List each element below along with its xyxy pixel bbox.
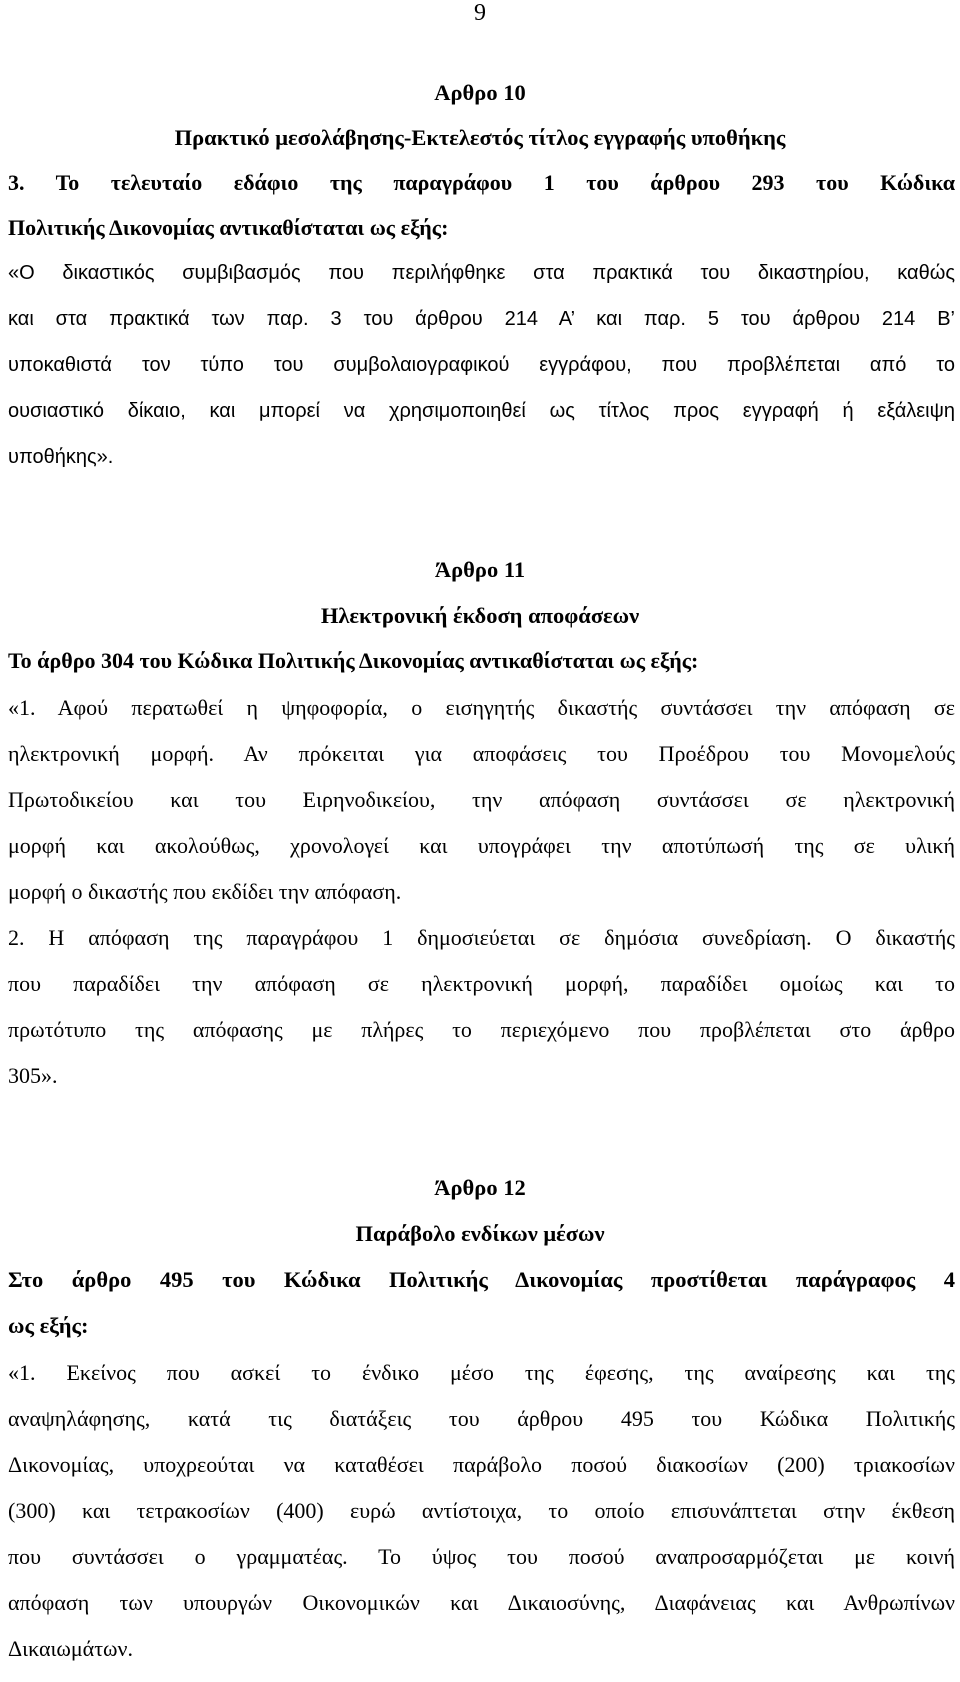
article-10-title: Πρακτικό μεσολάβησης-Εκτελεστός τίτλος εγγραφής υποθήκης (174, 125, 786, 150)
article-11-p1-line-3: Πρωτοδικείου και του Ειρηνοδικείου, την απόφαση συντάσσει σε ηλεκτρονική (8, 787, 955, 812)
article-11-p1-line-5: μορφή ο δικαστής που εκδίδει την απόφαση. (8, 879, 402, 904)
article-10-paragraph-line-3: υποκαθιστά τον τύπο του συμβολαιογραφικού εγγράφου, που προβλέπεται από το (8, 354, 955, 376)
article-12-paragraph-line-1: «1. Εκείνος που ασκεί το ένδικο μέσο της έφεσης, της αναίρεσης και της (8, 1360, 955, 1385)
article-12-paragraph-line-3: Δικονομίας, υποχρεούται να καταθέσει παράβολο ποσού διακοσίων (200) τριακοσίων (8, 1452, 955, 1477)
article-10-paragraph-line-5: υποθήκης». (8, 446, 114, 468)
article-10-heading: Αρθρο 10 (434, 80, 526, 105)
article-12-paragraph-line-7: Δικαιωμάτων. (8, 1636, 133, 1661)
article-11-p1-line-2: ηλεκτρονική μορφή. Αν πρόκειται για αποφάσεις του Προέδρου του Μονομελούς (8, 741, 955, 766)
article-12-intro-line-2: ως εξής: (8, 1313, 89, 1338)
article-12-paragraph-line-5: που συντάσσει ο γραμματέας. Το ύψος του ποσού αναπροσαρμόζεται με κοινή (8, 1544, 955, 1569)
article-10-paragraph-line-2: και στα πρακτικά των παρ. 3 του άρθρου 214 Α’ και παρ. 5 του άρθρου 214 Β’ (8, 308, 955, 330)
article-12-paragraph-line-2: αναψηλάφησης, κατά τις διατάξεις του άρθρου 495 του Κώδικα Πολιτικής (8, 1406, 955, 1431)
article-11-heading: Άρθρο 11 (434, 557, 526, 582)
article-11-p1-line-1: «1. Αφού περατωθεί η ψηφοφορία, ο εισηγητής δικαστής συντάσσει την απόφαση σε (8, 695, 955, 720)
article-12-paragraph-line-6: απόφαση των υπουργών Οικονομικών και Δικαιοσύνης, Διαφάνειας και Ανθρωπίνων (8, 1590, 955, 1615)
article-10-paragraph-line-4: ουσιαστικό δίκαιο, και μπορεί να χρησιμοποιηθεί ως τίτλος προς εγγραφή ή εξάλειψη (8, 400, 955, 422)
article-12-title: Παράβολο ενδίκων μέσων (355, 1221, 605, 1246)
article-11-p2-line-1: 2. Η απόφαση της παραγράφου 1 δημοσιεύεται σε δημόσια συνεδρίαση. Ο δικαστής (8, 925, 955, 950)
article-12-paragraph-line-4: (300) και τετρακοσίων (400) ευρώ αντίστοιχα, το οποίο επισυνάπτεται στην έκθεση (8, 1498, 955, 1523)
article-11-p2-line-2: που παραδίδει την απόφαση σε ηλεκτρονική μορφή, παραδίδει ομοίως και το (8, 971, 955, 996)
article-10-intro-line-2: Πολιτικής Δικονομίας αντικαθίσταται ως εξής: (8, 215, 449, 240)
article-10-intro-line-1: 3. Το τελευταίο εδάφιο της παραγράφου 1 του άρθρου 293 του Κώδικα (8, 170, 955, 195)
article-11-p2-line-4: 305». (8, 1063, 58, 1088)
article-11-p2-line-3: πρωτότυπο της απόφασης με πλήρες το περιεχόμενο που προβλέπεται στο άρθρο (8, 1017, 955, 1042)
article-11-title: Ηλεκτρονική έκδοση αποφάσεων (320, 603, 640, 628)
article-12-intro-line-1: Στο άρθρο 495 του Κώδικα Πολιτικής Δικονομίας προστίθεται παράγραφος 4 (8, 1267, 955, 1292)
article-11-intro: Το άρθρο 304 του Κώδικα Πολιτικής Δικονομίας αντικαθίσταται ως εξής: (8, 648, 699, 673)
article-11-p1-line-4: μορφή και ακολούθως, χρονολογεί και υπογράφει την αποτύπωσή της σε υλική (8, 833, 955, 858)
article-12-heading: Άρθρο 12 (434, 1175, 526, 1200)
article-10-paragraph-line-1: «Ο δικαστικός συμβιβασμός που περιλήφθηκε στα πρακτικά του δικαστηρίου, καθώς (8, 262, 955, 284)
page-number: 9 (474, 0, 486, 26)
